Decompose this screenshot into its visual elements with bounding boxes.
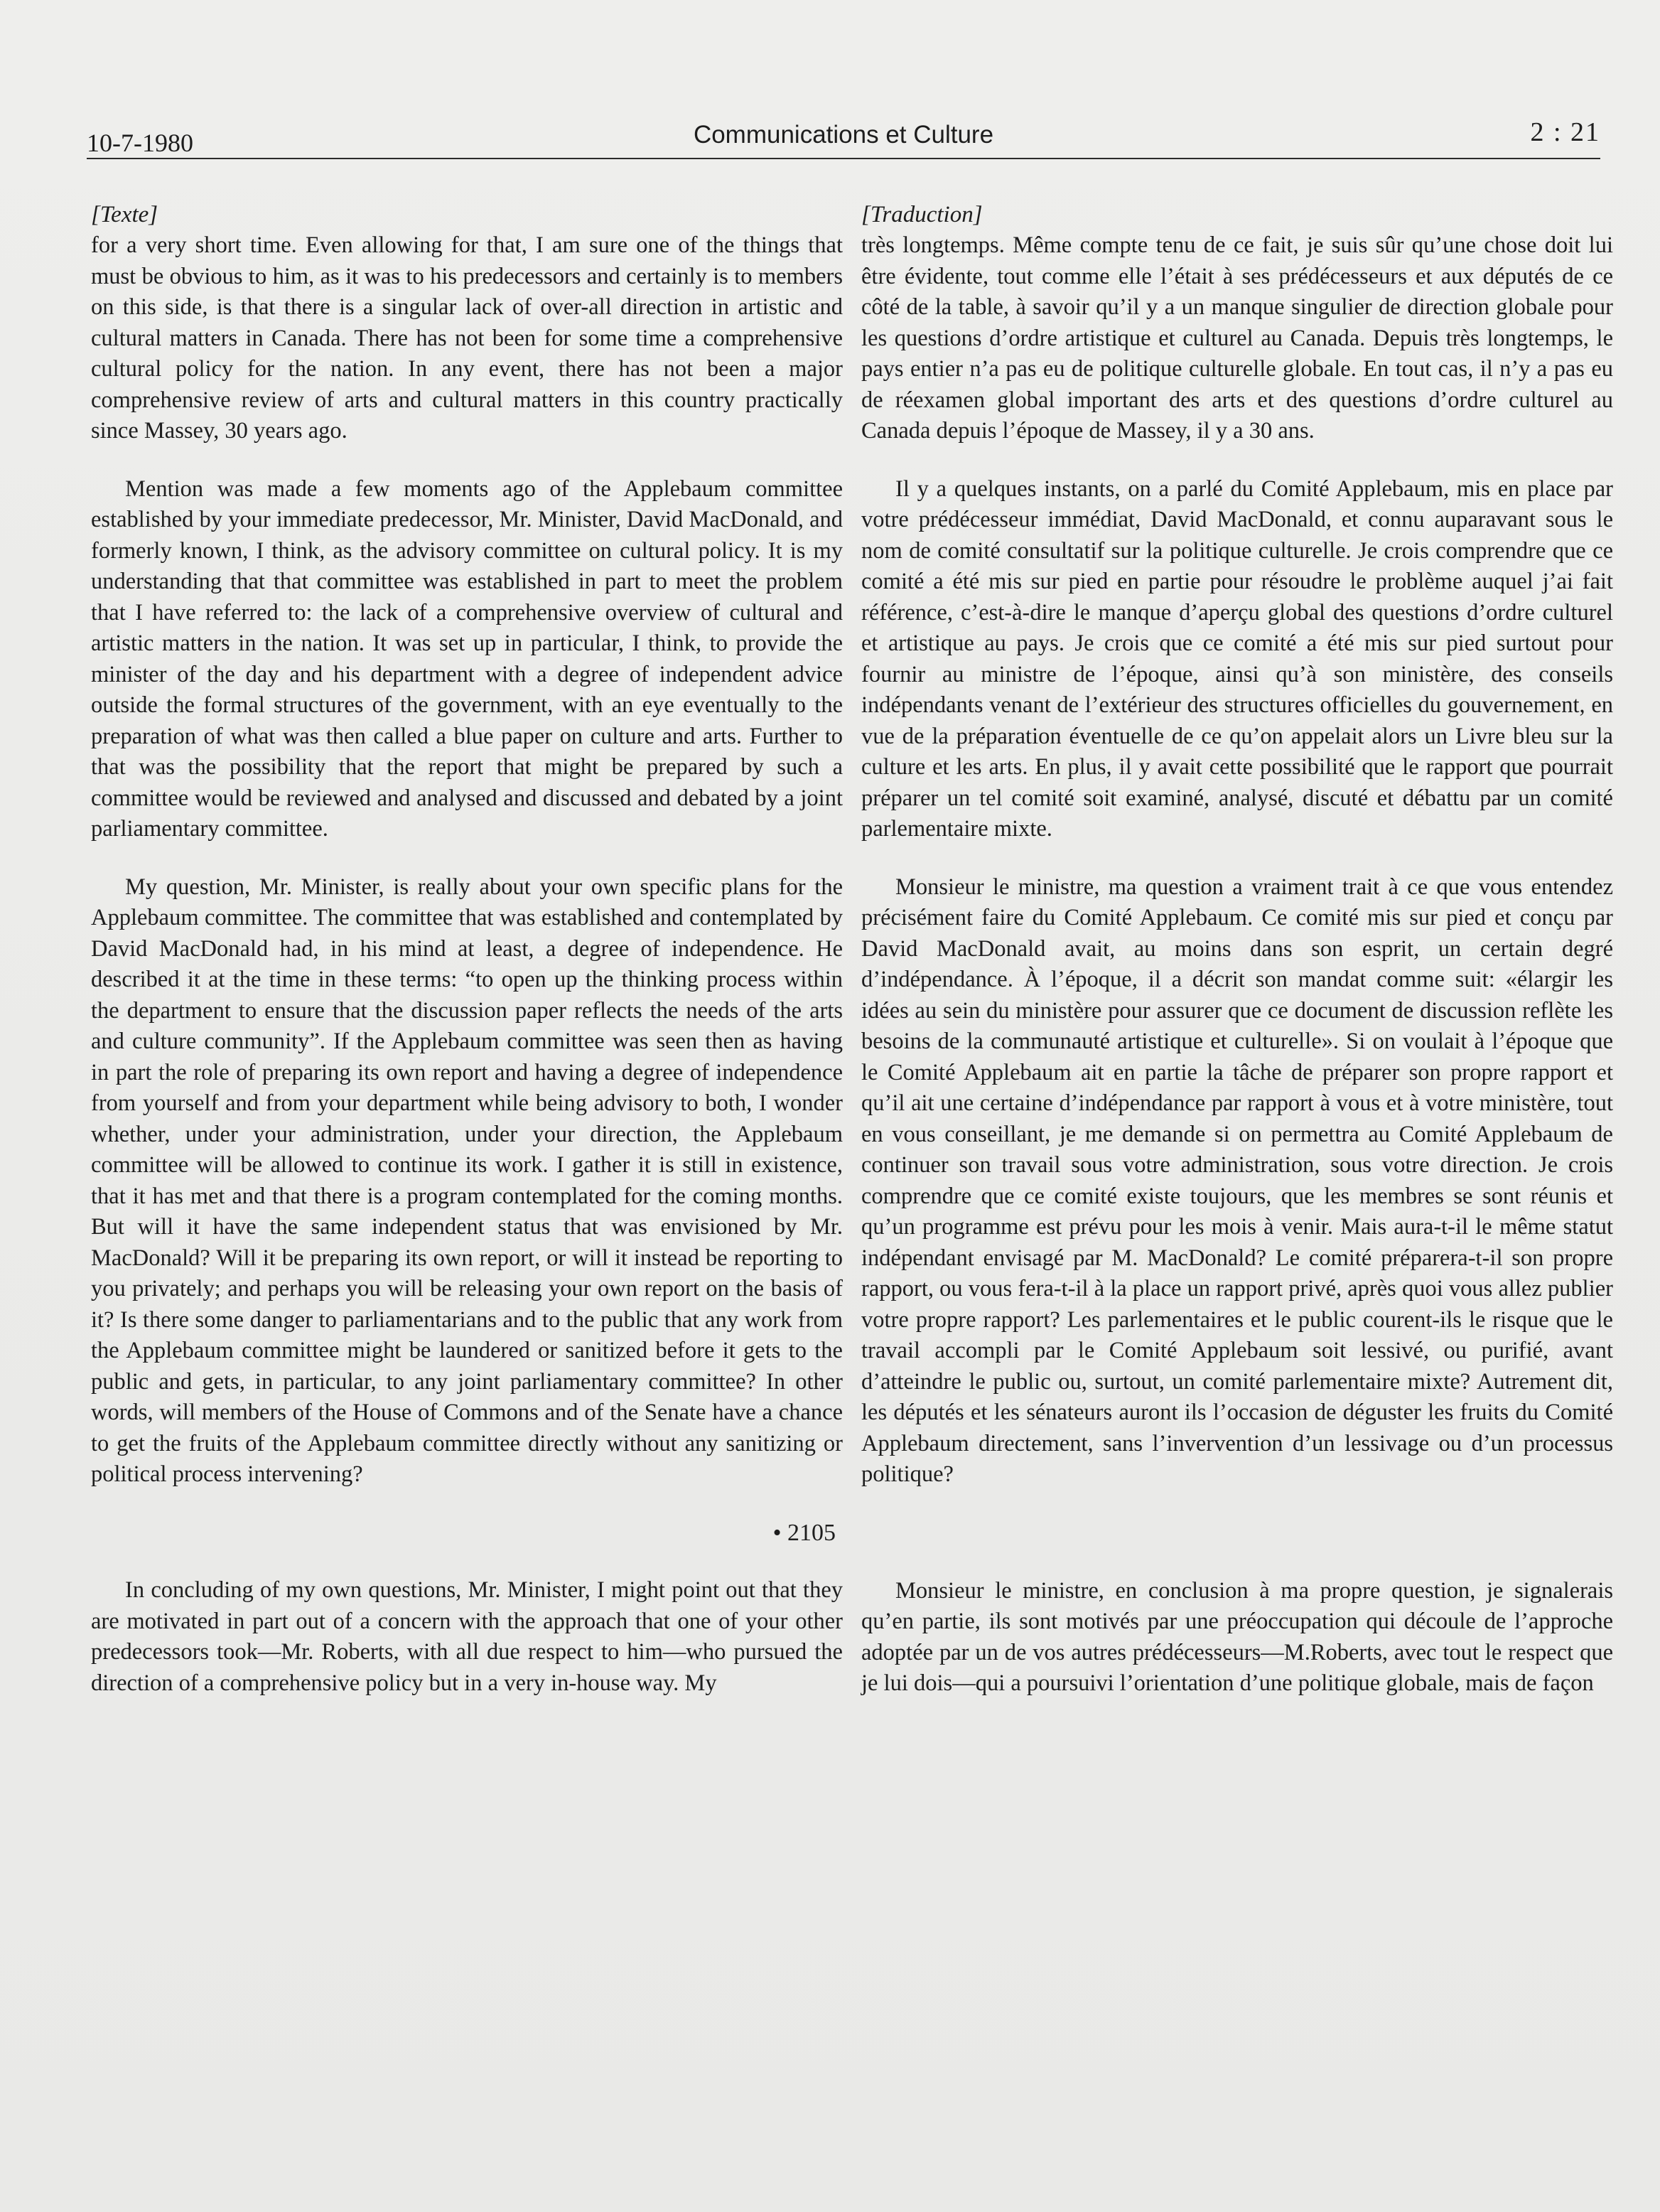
paragraph: for a very short time. Even allowing for that, I am sure one of the things that must be obvious to him, as it was to his predecessors and certainly is to members on this side, is that there is a singular lack of over-all direction in artistic and cultural matters in Canada. There has not been for some time a comprehensive cultural policy for the nation. In any event, there has not been a major comprehensive review of arts and cultural matters in this country practically since Massey, 30 years ago. — [91, 232, 843, 444]
paragraph: Monsieur le ministre, en conclusion à ma propre question, je signalerais qu’en partie, ils sont motivés par une préoccupation qui découle de l’approche adoptée par un de vos autres prédécesseurs—M.Roberts, avec tout le respect que je lui dois—qui a poursuivi l’orientation d’une politique globale, mais de façon — [861, 1577, 1613, 1696]
header-date: 10-7-1980 — [87, 129, 193, 157]
section-label-texte-word: Texte — [99, 202, 149, 227]
time-marker: • 2105 — [772, 1519, 836, 1546]
header-title: Communications et Culture — [693, 121, 994, 149]
left-column-english — [91, 199, 843, 1726]
section-label-traduction-word: Traduction — [870, 202, 974, 227]
paragraph: très longtemps. Même compte tenu de ce fait, je suis sûr qu’une chose doit lui être évidente, tout comme elle l’était à ses prédécesseurs et aux députés de ce côté de la table, à savoir qu’il y a un manque singulier de direction globale pour les questions d’ordre artistique et culturel au Canada. Depuis très longtemps, le pays entier n’a pas eu de politique culturelle globale. En tout cas, il n’y a pas eu de réexamen global important des arts et des questions d’ordre culturel au Canada depuis l’époque de Massey, il y a 30 ans. — [861, 232, 1613, 444]
paragraph: In concluding of my own questions, Mr. Minister, I might point out that they are motivated in part out of a concern with the approach that one of your other predecessors took—Mr. Roberts, with all due respect to him—who pursued the direction of a comprehensive policy but in a very in-house way. My — [91, 1577, 843, 1696]
section-label-texte: [Texte] — [91, 202, 158, 227]
page-header — [87, 114, 1600, 159]
column-spacer — [861, 1518, 1613, 1576]
paragraph: Monsieur le ministre, ma question a vraiment trait à ce que vous entendez précisément faire du Comité Applebaum. Ce comité mis sur pied et conçu par David MacDonald avait, au moins dans son esprit, un certain degré d’indépendance. À l’époque, il a décrit son mandat comme suit: «élargir les idées au sein du ministère pour assurer que ce document de discussion reflète les besoins de la communauté artistique et culturelle». Si on voulait à l’époque que le Comité Applebaum ait en partie la tâche de préparer son propre rapport et qu’il ait une certaine d’indépendance par rapport à vous et à votre ministère, tout en vous conseillant, je me demande si on permettra au Comité Applebaum de continuer son travail sous votre administration, sous votre direction. Je crois comprendre que ce comité existe toujours, que les membres se sont réunis et qu’un programme est prévu pour les mois à venir. Mais aura-t-il le même statut indépendant envisagé par M. MacDonald? Le comité préparera-t-il son propre rapport, ou vous fera-t-il à la place un rapport privé, après quoi vous allez publier votre propre rapport? Les parlementaires et le public courent-ils le risque que le travail accompli par le Comité Applebaum soit lessivé, ou purifié, avant d’atteindre le public ou, surtout, un comité parlementaire mixte? Autrement dit, les députés et les sénateurs auront ils l’occasion de déguster les fruits du Comité Applebaum directement, sans l’invervention d’un lessivage ou d’un processus politique? — [861, 874, 1613, 1487]
right-column-french — [861, 199, 1613, 1727]
paragraph: My question, Mr. Minister, is really about your own specific plans for the Applebaum committee. The committee that was established and contemplated by David MacDonald had, in his mind at least, a degree of independence. He described it at the time in these terms: “to open up the thinking process within the department to ensure that the discussion paper reflects the needs of the arts and culture community”. If the Applebaum committee was seen then as having in part the role of preparing its own report and having a degree of independence from yourself and from your department while being advisory to both, I wonder whether, under your administration, under your direction, the Applebaum committee will be allowed to continue its work. I gather it is still in existence, that it has met and that there is a program contemplated for the coming months. But will it have the same independent status that was envisioned by Mr. MacDonald? Will it be preparing its own report, or will it instead be reporting to you privately; and perhaps you will be releasing your own report on the basis of it? Is there some danger to parliamentarians and to the public that any work from the Applebaum committee might be laundered or sanitized before it gets to the public and gets, in particular, to any joint parliamentary committee? In other words, will members of the House of Commons and of the Senate have a chance to get the fruits of the Applebaum committee directly without any sanitizing or political process intervening? — [91, 874, 843, 1487]
paragraph: Mention was made a few moments ago of the Applebaum committee established by your immediate predecessor, Mr. Minister, David MacDonald, and formerly known, I think, as the advisory committee on cultural policy. It is my understanding that that committee was established in part to meet the problem that I have referred to: the lack of a comprehensive overview of cultural and artistic matters in the nation. It was set up in particular, I think, to provide the minister of the day and his department with a degree of independent advice outside the formal structures of the government, with an eye eventually to the preparation of what was then called a blue paper on culture and arts. Further to that was the possibility that the report that might be prepared by such a committee would be reviewed and analysed and discussed and debated by a joint parliamentary committee. — [91, 476, 843, 842]
header-page-number: 2 : 21 — [1530, 117, 1600, 147]
header-rule — [87, 158, 1600, 159]
paragraph: Il y a quelques instants, on a parlé du Comité Applebaum, mis en place par votre prédécesseur immédiat, David MacDonald, et connu auparavant sous le nom de comité consultatif sur la politique culturelle. Je crois comprendre que ce comité a été mis sur pied en partie pour résoudre le problème auquel j’ai fait référence, c’est-à-dire le manque d’aperçu global des questions d’ordre culturel et artistique au pays. Je crois que ce comité a été mis sur pied surtout pour fournir au ministre de l’époque, ainsi qu’à son ministère, des conseils indépendants venant de l’extérieur des structures officielles du gouvernement, en vue de la préparation éventuelle de ce qu’on appelait alors un Livre bleu sur la culture et les arts. En plus, il y avait cette possibilité que le rapport que pourrait préparer un tel comité soit examiné, analysé, discuté et débattu par un comité parlementaire mixte. — [861, 476, 1613, 842]
section-label-traduction: [Traduction] — [861, 202, 983, 227]
